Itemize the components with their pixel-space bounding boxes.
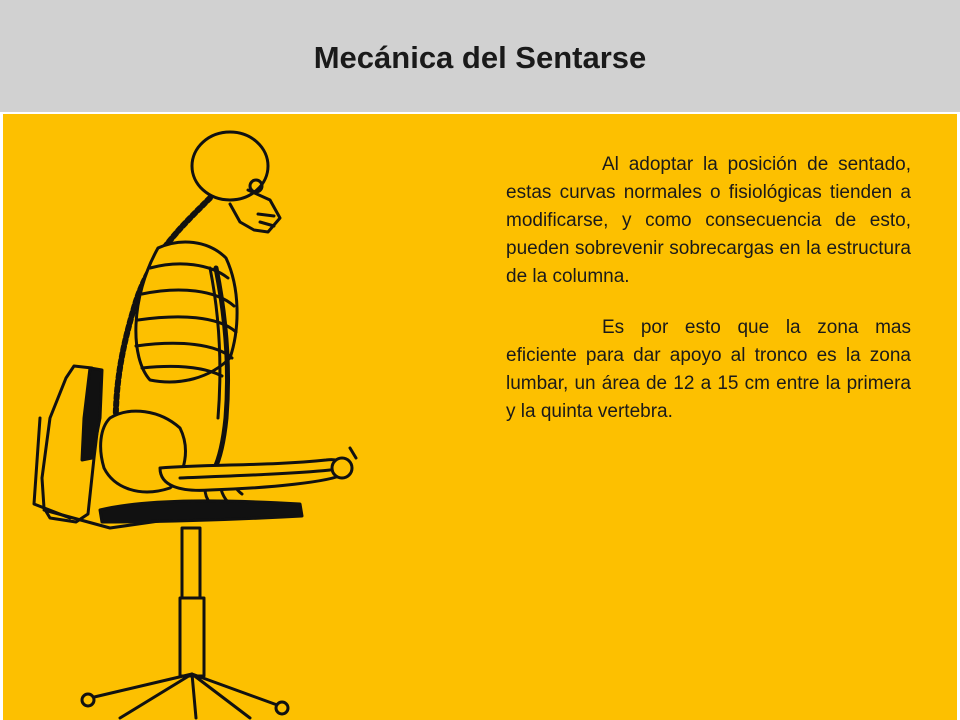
body-text (506, 151, 911, 449)
chair-base (90, 674, 280, 718)
skeleton-chair-illustration (30, 118, 370, 720)
slide-title: Mecánica del Sentarse (313, 40, 647, 75)
paragraph-1: Al adoptar la posición de sentado, estas curvas normales o fisiológicas tienden a modificarse, y como consecuencia de esto, pueden sobrevenir sobrecargas en la estructura de la columna. (506, 154, 911, 287)
chair-seat (100, 501, 302, 522)
skull (192, 132, 268, 200)
paragraph-2: Es por esto que la zona mas eficiente para dar apoyo al tronco es la zona lumbar, un área de 12 a 15 cm entre la primera y la quinta vertebra. (506, 317, 911, 422)
chair-column (182, 528, 200, 598)
